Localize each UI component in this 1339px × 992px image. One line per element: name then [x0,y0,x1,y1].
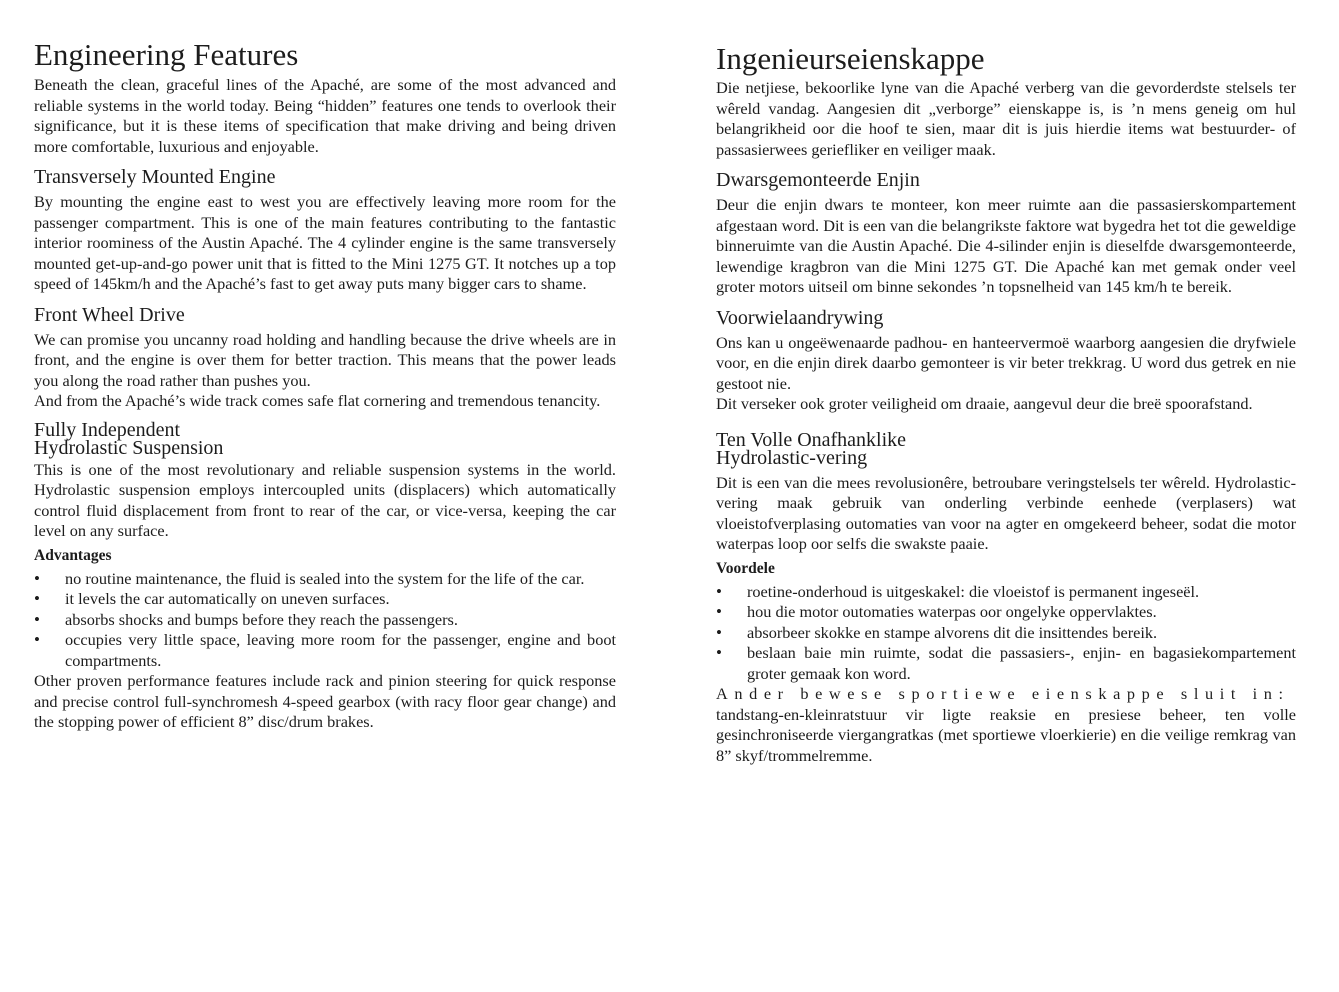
english-page [34,0,616,992]
bullet-icon: • [34,568,40,588]
heading-line-2: Hydrolastic-vering [716,446,868,469]
afrikaans-page [716,0,1296,992]
advantages-list [34,569,616,672]
section-heading-suspension [34,418,616,459]
list-item-text: it levels the car automatically on uneven surfaces. [65,589,390,608]
list-item [34,630,616,671]
bullet-icon: • [716,643,722,662]
bullet-icon: • [34,609,40,629]
section-heading-drive: Front Wheel Drive [34,303,185,326]
bullet-icon: • [716,602,722,621]
section-heading-engine: Transversely Mounted Engine [34,166,276,188]
list-item [34,569,616,590]
advantages-heading: Voordele [716,559,775,577]
list-item-text: hou die motor outomaties waterpas oor ongelyke oppervlaktes. [747,602,1157,621]
page-title: Engineering Features [34,37,299,72]
page-title: Ingenieurseienskappe [716,41,985,76]
list-item [716,602,1296,623]
drive-paragraph: Ons kan u ongeëwenaarde padhou- en hanteervermoë waarborg aangesien die dryfwiele voor, en die enjin direk daarbo gemonteer is vir beter trekkrag. U word dus getrek en nie gestoot nie. [716,332,1296,393]
heading-line-2: Hydrolastic Suspension [34,436,224,459]
bullet-icon: • [34,630,40,649]
advantages-list [716,582,1296,685]
bullet-icon: • [716,622,722,642]
heading-line-1: Ten Volle Onafhanklike [716,428,907,451]
list-item [34,589,616,610]
section-heading-drive: Voorwielaandrywing [716,306,884,329]
advantages-heading: Advantages [34,546,112,564]
list-item-text: absorbeer skokke en stampe alvorens dit die insittendes bereik. [747,622,1158,642]
suspension-paragraph: This is one of the most revolutionary and reliable suspension systems in the world. Hydrolastic suspension employs intercoupled units (displacers) which automatically control fluid displacement from front to rear of the car, or vice-versa, keeping the car level on any surface. [34,459,616,540]
closing-lead-in: Ander bewese sportiewe eienskappe sluit in: [716,684,1290,703]
list-item [716,643,1296,684]
engine-paragraph: Deur die enjin dwars te monteer, kon meer ruimte aan die passasierskompartement afgestaan word. Dit is een van die belangrikste faktore wat bygedra het tot die geweldige binneruimte van die Austin Apaché. Die 4-silinder enjin is dieselfde dwarsgemonteerde, lewendige kragbron van die Mini 1275 GT. Die Apaché kan met gemak onder veel groter motors uitseil om binne sekondes ’n topsnelheid van 145 km/h te bereik. [716,195,1296,296]
heading-line-1: Fully Independent [34,418,181,441]
section-heading-engine: Dwarsgemonteerde Enjin [716,169,920,191]
closing-paragraph: Other proven performance features include rack and pinion steering for quick response and precise control full-synchromesh 4-speed gearbox (with racy floor gear change) and the stopping power of efficient 8” disc/drum brakes. [34,671,616,731]
list-item-text: roetine-onderhoud is uitgeskakel: die vloeistof is permanent ingeseël. [747,581,1200,601]
drive-paragraph-2: And from the Apaché’s wide track comes safe flat cornering and tremendous tenancity. [34,391,601,410]
bullet-icon: • [34,589,40,608]
drive-paragraph-2: Dit verseker ook groter veiligheid om draaie, aangevul deur die breë spoorafstand. [716,394,1253,413]
drive-paragraph: We can promise you uncanny road holding and handling because the drive wheels are in front, and the engine is over them for better traction. This means that the power leads you along the road rather than pushes you. [34,329,616,390]
suspension-paragraph: Dit is een van die mees revolusionêre, betroubare veringstelsels ter wêreld. Hydrolastic-vering maak gebruik van onderling verbinde eenhede (verplasers) wat vloeistofverplasing outomaties van voor na agter en omgekeerd beheer, sodat die motor waterpas loop oor selfs die swakste paaie. [716,472,1296,553]
list-item-text: beslaan baie min ruimte, sodat die passasiers-, enjin- en bagasiekompartement groter gemaak kon word. [747,643,1296,683]
intro-paragraph: Die netjiese, bekoorlike lyne van die Apaché verberg van die gevorderdste stelsels ter wêreld vandag. Aangesien dit „verborge” eienskappe is, is ’n mens geneig om hul belangrikheid oor die hoof te sien, maar dit is juis hierdie items wat bestuurder- of passasierwees geriefliker en veiliger maak. [716,78,1296,159]
list-item-text: no routine maintenance, the fluid is sealed into the system for the life of the car. [65,568,585,588]
bullet-icon: • [716,581,722,601]
list-item [716,582,1296,603]
engine-paragraph: By mounting the engine east to west you are effectively leaving more room for the passenger compartment. This is one of the main features contributing to the fantastic interior roominess of the Austin Apaché. The 4 cylinder engine is the same transversely mounted get-up-and-go power unit that is fitted to the Mini 1275 GT. It notches up a top speed of 145km/h and the Apaché’s fast to get away puts many bigger cars to shame. [34,192,616,293]
list-item [716,623,1296,644]
list-item-text: absorbs shocks and bumps before they reach the passengers. [65,609,458,629]
intro-paragraph: Beneath the clean, graceful lines of the Apaché, are some of the most advanced and reliable systems in the world today. Being “hidden” features one tends to overlook their significance, but it is these items of specification that make driving and being driven more comfortable, luxurious and enjoyable. [34,75,616,156]
closing-paragraph: tandstang-en-kleinratstuur vir ligte reaksie en presiese beheer, ten volle gesinchroniseerde viergangratkas (met sportiewe vloerkierie) en die veilige remkrag van 8” skyf/trommelremme. [716,704,1296,765]
section-heading-suspension [716,428,1296,469]
list-item-text: occupies very little space, leaving more room for the passenger, engine and boot compartments. [65,630,616,670]
list-item [34,610,616,631]
